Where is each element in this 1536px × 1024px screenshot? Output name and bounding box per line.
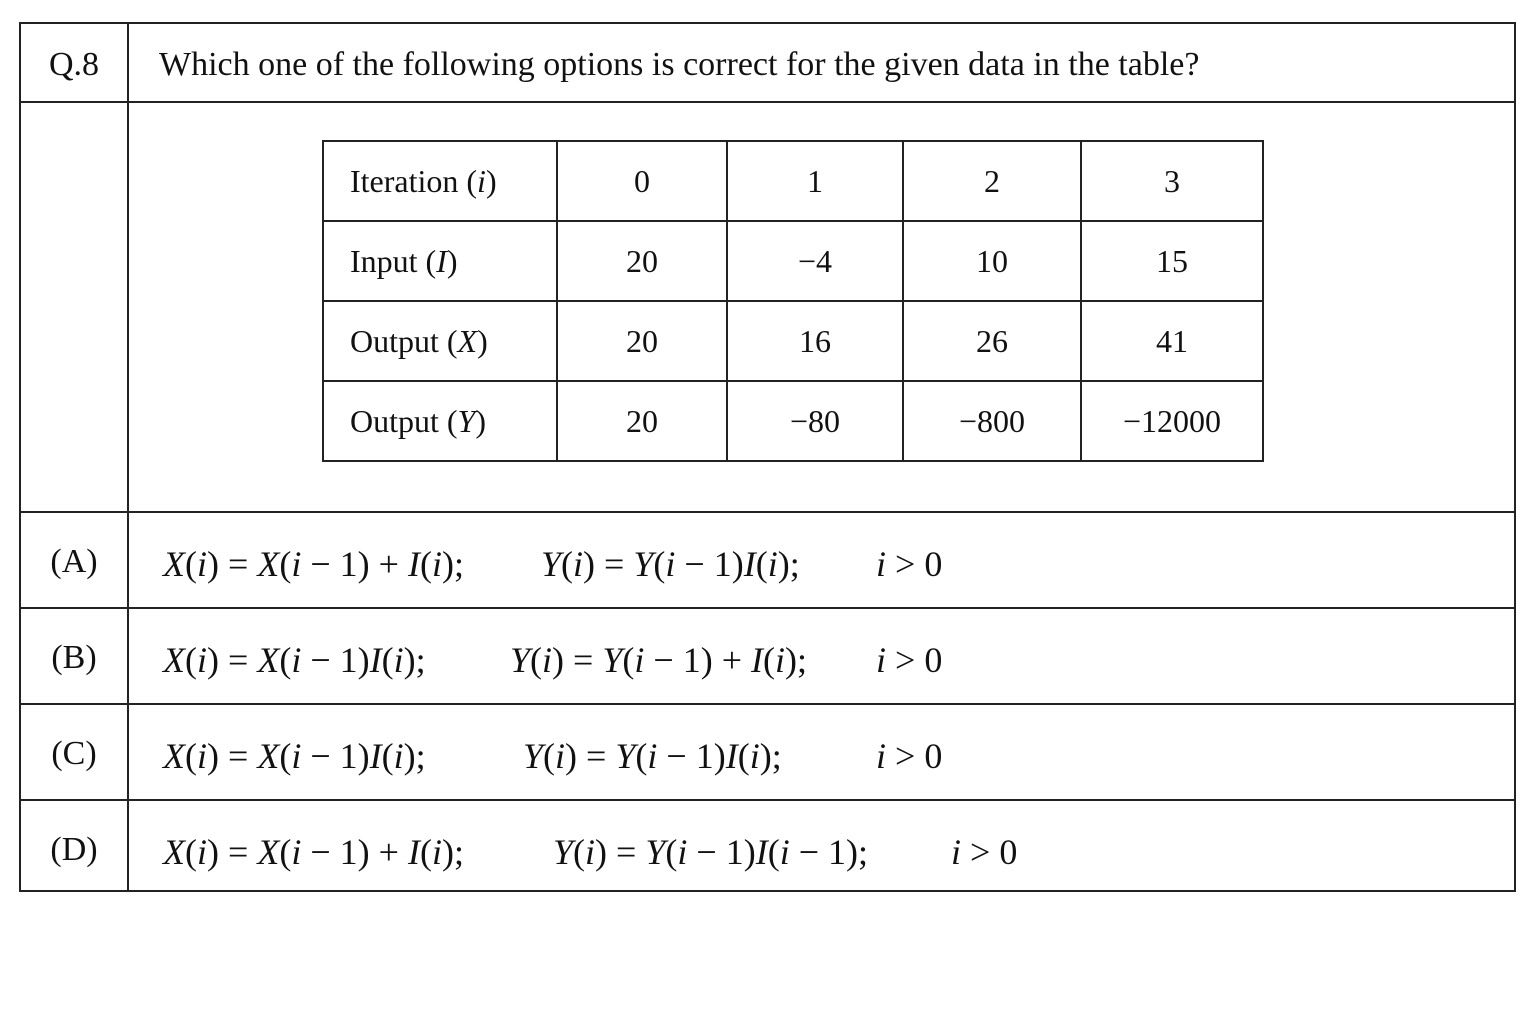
option-x-equation: X(i) = X(i − 1) + I(i); xyxy=(163,544,464,584)
table-cell: 16 xyxy=(727,301,903,381)
option-row-c[interactable] xyxy=(21,705,1514,801)
column-divider xyxy=(127,103,129,511)
option-condition: i > 0 xyxy=(876,640,943,680)
table-cell: −800 xyxy=(903,381,1081,461)
option-y-equation: Y(i) = Y(i − 1)I(i − 1); xyxy=(553,832,869,872)
option-label: (C) xyxy=(51,735,97,772)
table-row xyxy=(323,141,1263,221)
table-cell: −12000 xyxy=(1081,381,1263,461)
table-cell: 15 xyxy=(1081,221,1263,301)
option-y-equation: Y(i) = Y(i − 1)I(i); xyxy=(541,544,800,584)
table-row-header: Output (X) xyxy=(323,301,557,381)
option-y-equation: Y(i) = Y(i − 1)I(i); xyxy=(523,736,782,776)
question-number: Q.8 xyxy=(48,46,100,83)
option-condition: i > 0 xyxy=(876,736,943,776)
table-cell: 20 xyxy=(557,381,727,461)
table-row-header: Iteration (i) xyxy=(323,141,557,221)
table-cell: 1 xyxy=(727,141,903,221)
table-cell: −80 xyxy=(727,381,903,461)
table-cell: 2 xyxy=(903,141,1081,221)
table-row xyxy=(323,381,1263,461)
column-divider xyxy=(127,609,129,703)
option-x-equation: X(i) = X(i − 1)I(i); xyxy=(163,640,426,680)
table-cell: 26 xyxy=(903,301,1081,381)
table-cell: −4 xyxy=(727,221,903,301)
data-table xyxy=(322,140,1264,462)
table-cell: 0 xyxy=(557,141,727,221)
option-label: (D) xyxy=(50,831,98,868)
option-label: (A) xyxy=(50,543,98,580)
question-row xyxy=(21,24,1514,103)
table-row-header: Input (I) xyxy=(323,221,557,301)
question-text: Which one of the following options is correct for the given data in the table? xyxy=(159,46,1200,83)
table-cell: 3 xyxy=(1081,141,1263,221)
option-x-equation: X(i) = X(i − 1)I(i); xyxy=(163,736,426,776)
option-row-d[interactable] xyxy=(21,801,1514,892)
column-divider xyxy=(127,513,129,607)
table-row-header: Output (Y) xyxy=(323,381,557,461)
table-row xyxy=(323,221,1263,301)
option-row-a[interactable] xyxy=(21,513,1514,609)
option-y-equation: Y(i) = Y(i − 1) + I(i); xyxy=(510,640,808,680)
data-table-row xyxy=(21,103,1514,513)
table-row xyxy=(323,301,1263,381)
column-divider xyxy=(127,705,129,799)
option-condition: i > 0 xyxy=(951,832,1018,872)
option-row-b[interactable] xyxy=(21,609,1514,705)
table-cell: 20 xyxy=(557,301,727,381)
column-divider xyxy=(127,24,129,101)
option-x-equation: X(i) = X(i − 1) + I(i); xyxy=(163,832,464,872)
option-label: (B) xyxy=(51,639,97,676)
table-cell: 20 xyxy=(557,221,727,301)
table-cell: 10 xyxy=(903,221,1081,301)
table-cell: 41 xyxy=(1081,301,1263,381)
question-box xyxy=(19,22,1516,892)
option-condition: i > 0 xyxy=(876,544,943,584)
column-divider xyxy=(127,801,129,892)
